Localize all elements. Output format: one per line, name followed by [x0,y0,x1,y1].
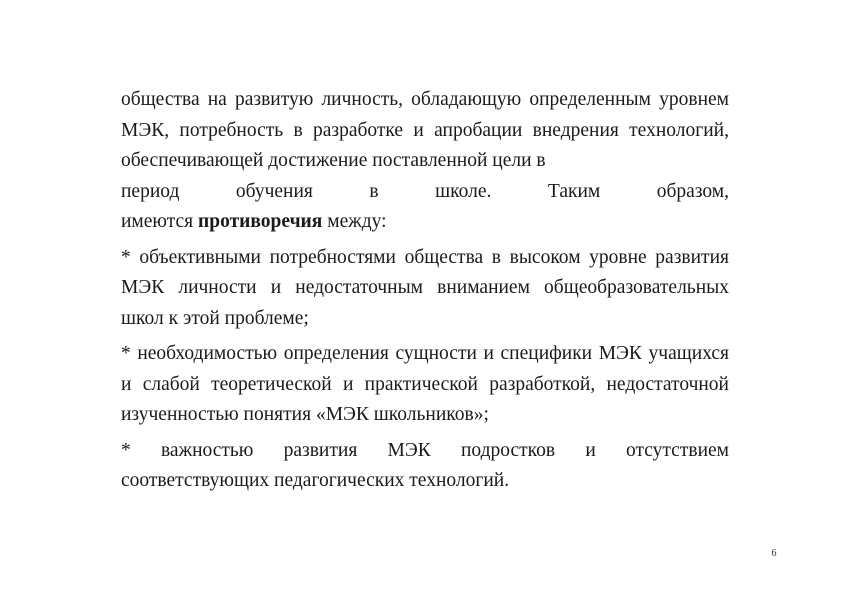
intro-trail: между: [322,211,387,232]
body-text [121,85,729,497]
contradiction-item-2: * необходимостью определения сущности и специфики МЭК учащихся и слабой теоретической и практической разработкой, недостаточной изученностью понятия «МЭК школьников»; [121,343,729,425]
page-number: 6 [771,548,777,559]
intro-text: общества на развитую личность, обладающую определенным уровнем МЭК, потребность в разработке и апробации внедрения технологий, обеспечивающей достижение поставленной цели в [121,89,729,171]
intro-paragraph [121,85,729,238]
intro-lead: имеются [121,211,199,232]
contradiction-item-1: * объективными потребностями общества в высоком уровне развития МЭК личности и недостаточным вниманием общеобразовательных школ к этой проблеме; [121,246,729,329]
contradiction-item-3: * важностью развития МЭК подростков и отсутствием соответствующих педагогических технологий. [121,439,729,491]
intro-tail [121,207,729,238]
contradictions-term: противоречия [198,211,323,232]
intro-justified-line: период обучения в школе. Таким образом, [121,180,729,202]
